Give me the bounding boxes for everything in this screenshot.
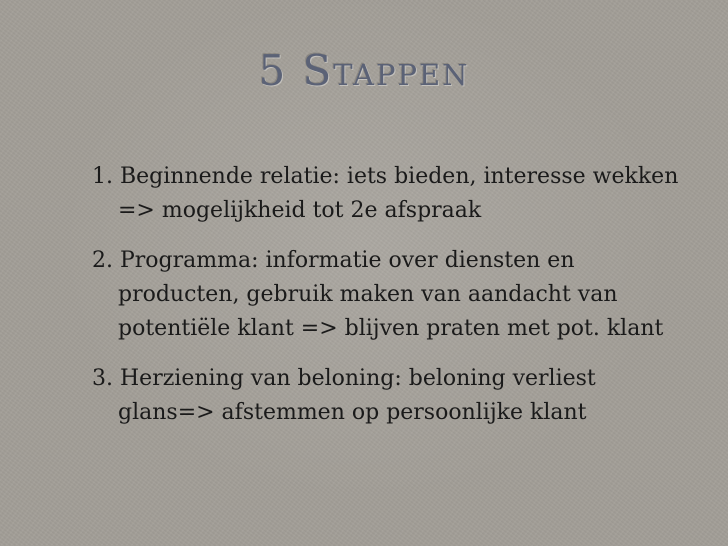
step-item-2: 2. Programma: informatie over diensten en producten, gebruik maken van aandacht van potentiële klant => blijven praten met pot. klant: [92, 248, 664, 341]
slide-title: 5 Stappen: [258, 46, 470, 95]
step-item-1: 1. Beginnende relatie: iets bieden, interesse wekken => mogelijkheid tot 2e afspraak: [92, 164, 679, 223]
step-list: [92, 160, 682, 446]
step-item-3: 3. Herziening van beloning: beloning verliest glans=> afstemmen op persoonlijke klant: [92, 366, 596, 425]
